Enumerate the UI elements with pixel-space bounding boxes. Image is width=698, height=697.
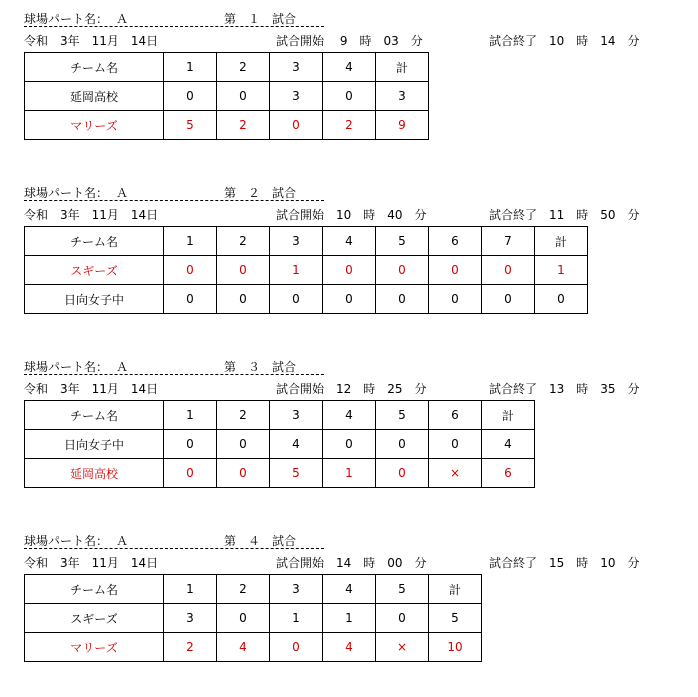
- score-table: [24, 226, 588, 314]
- game-date: 令和 3年 11月 14日: [24, 208, 159, 222]
- table-row: [25, 459, 535, 488]
- inning-score: 1: [270, 604, 323, 633]
- total-score: 10: [429, 633, 482, 662]
- team-name: 延岡高校: [25, 459, 164, 488]
- field-name: [24, 184, 128, 201]
- inning-score: 4: [270, 430, 323, 459]
- inning-score: 0: [429, 256, 482, 285]
- inning-score: 0: [482, 285, 535, 314]
- table-row: [25, 285, 588, 314]
- inning-score: 1: [323, 604, 376, 633]
- inning-score: 0: [376, 285, 429, 314]
- header-inning-3: 3: [270, 401, 323, 430]
- score-table: [24, 574, 482, 662]
- end-time: 試合終了 15 時 10 分: [489, 556, 640, 570]
- inning-score: 0: [376, 256, 429, 285]
- header-inning-6: 6: [429, 227, 482, 256]
- total-score: 9: [376, 111, 429, 140]
- start-time: 試合開始 12 時 25 分: [276, 382, 427, 396]
- team-name: スギーズ: [25, 256, 164, 285]
- inning-score: 2: [164, 633, 217, 662]
- header-inning-1: 1: [164, 401, 217, 430]
- game-block-4: [24, 530, 684, 662]
- inning-score: 2: [323, 111, 376, 140]
- header-inning-4: 4: [323, 575, 376, 604]
- header-inning-7: 7: [482, 227, 535, 256]
- field-value: Ａ: [116, 534, 129, 548]
- field-value: Ａ: [116, 12, 129, 26]
- inning-score: 4: [217, 633, 270, 662]
- game-info-line: [24, 549, 684, 571]
- team-name: マリーズ: [25, 111, 164, 140]
- table-header-row: [25, 575, 482, 604]
- header-inning-5: 5: [376, 575, 429, 604]
- table-row: [25, 430, 535, 459]
- inning-score: 0: [217, 459, 270, 488]
- header-inning-1: 1: [164, 227, 217, 256]
- game-number: 第 ２ 試合: [224, 186, 297, 200]
- inning-score: 1: [270, 256, 323, 285]
- field-value: Ａ: [116, 360, 129, 374]
- inning-score: 0: [376, 430, 429, 459]
- game-title-line: [24, 182, 324, 201]
- inning-score: 0: [164, 82, 217, 111]
- inning-score: 0: [164, 285, 217, 314]
- header-inning-3: 3: [270, 53, 323, 82]
- inning-score: 0: [323, 256, 376, 285]
- game-block-2: [24, 182, 684, 314]
- inning-score: 0: [323, 285, 376, 314]
- total-score: 1: [535, 256, 588, 285]
- game-number: 第 ４ 試合: [224, 534, 297, 548]
- game-date: 令和 3年 11月 14日: [24, 556, 159, 570]
- total-score: 3: [376, 82, 429, 111]
- end-time: 試合終了 10 時 14 分: [489, 34, 640, 48]
- inning-score: ×: [376, 633, 429, 662]
- inning-score: 3: [164, 604, 217, 633]
- inning-score: 0: [217, 82, 270, 111]
- start-time: 試合開始 10 時 40 分: [276, 208, 427, 222]
- inning-score: 0: [429, 285, 482, 314]
- field-label: 球場パート名：: [24, 360, 109, 374]
- inning-score: 0: [482, 256, 535, 285]
- inning-score: 0: [217, 430, 270, 459]
- start-time: 試合開始 14 時 00 分: [276, 556, 427, 570]
- team-name: 延岡高校: [25, 82, 164, 111]
- inning-score: 0: [376, 459, 429, 488]
- inning-score: 3: [270, 82, 323, 111]
- inning-score: 0: [376, 604, 429, 633]
- header-total: 計: [482, 401, 535, 430]
- header-total: 計: [429, 575, 482, 604]
- field-name: [24, 10, 128, 27]
- header-inning-2: 2: [217, 401, 270, 430]
- field-value: Ａ: [116, 186, 129, 200]
- table-header-row: [25, 227, 588, 256]
- game-title-line: [24, 530, 324, 549]
- game-date: 令和 3年 11月 14日: [24, 34, 159, 48]
- end-time: 試合終了 13 時 35 分: [489, 382, 640, 396]
- header-team: チーム名: [25, 227, 164, 256]
- table-row: [25, 256, 588, 285]
- inning-score: 1: [323, 459, 376, 488]
- field-label: 球場パート名：: [24, 186, 109, 200]
- total-score: 0: [535, 285, 588, 314]
- header-team: チーム名: [25, 53, 164, 82]
- game-title-line: [24, 356, 324, 375]
- table-header-row: [25, 53, 429, 82]
- header-inning-5: 5: [376, 227, 429, 256]
- start-time: 試合開始 9 時 03 分: [276, 34, 423, 48]
- table-header-row: [25, 401, 535, 430]
- table-row: [25, 633, 482, 662]
- header-inning-2: 2: [217, 227, 270, 256]
- team-name: 日向女子中: [25, 285, 164, 314]
- header-total: 計: [535, 227, 588, 256]
- game-info-line: [24, 375, 684, 397]
- header-inning-4: 4: [323, 227, 376, 256]
- inning-score: 0: [164, 430, 217, 459]
- header-inning-1: 1: [164, 575, 217, 604]
- inning-score: 2: [217, 111, 270, 140]
- inning-score: 0: [217, 256, 270, 285]
- field-label: 球場パート名：: [24, 534, 109, 548]
- inning-score: ×: [429, 459, 482, 488]
- header-inning-2: 2: [217, 53, 270, 82]
- inning-score: 0: [217, 604, 270, 633]
- header-inning-3: 3: [270, 575, 323, 604]
- table-row: [25, 82, 429, 111]
- total-score: 6: [482, 459, 535, 488]
- inning-score: 0: [429, 430, 482, 459]
- inning-score: 0: [323, 430, 376, 459]
- team-name: 日向女子中: [25, 430, 164, 459]
- field-name: [24, 532, 128, 549]
- total-score: 5: [429, 604, 482, 633]
- team-name: スギーズ: [25, 604, 164, 633]
- inning-score: 0: [164, 256, 217, 285]
- header-inning-2: 2: [217, 575, 270, 604]
- inning-score: 0: [270, 111, 323, 140]
- game-block-3: [24, 356, 684, 488]
- header-total: 計: [376, 53, 429, 82]
- header-team: チーム名: [25, 575, 164, 604]
- inning-score: 5: [164, 111, 217, 140]
- score-table: [24, 400, 535, 488]
- inning-score: 0: [217, 285, 270, 314]
- table-row: [25, 604, 482, 633]
- game-title-line: [24, 8, 324, 27]
- inning-score: 0: [323, 82, 376, 111]
- end-time: 試合終了 11 時 50 分: [489, 208, 640, 222]
- header-inning-5: 5: [376, 401, 429, 430]
- header-inning-4: 4: [323, 401, 376, 430]
- inning-score: 0: [270, 633, 323, 662]
- game-number: 第 １ 試合: [224, 12, 297, 26]
- game-info-line: [24, 27, 684, 49]
- header-inning-4: 4: [323, 53, 376, 82]
- game-date: 令和 3年 11月 14日: [24, 382, 159, 396]
- total-score: 4: [482, 430, 535, 459]
- game-info-line: [24, 201, 684, 223]
- field-label: 球場パート名：: [24, 12, 109, 26]
- inning-score: 0: [270, 285, 323, 314]
- inning-score: 0: [164, 459, 217, 488]
- header-inning-6: 6: [429, 401, 482, 430]
- game-block-1: [24, 8, 684, 140]
- score-table: [24, 52, 429, 140]
- inning-score: 5: [270, 459, 323, 488]
- game-number: 第 ３ 試合: [224, 360, 297, 374]
- inning-score: 4: [323, 633, 376, 662]
- table-row: [25, 111, 429, 140]
- header-inning-1: 1: [164, 53, 217, 82]
- header-team: チーム名: [25, 401, 164, 430]
- field-name: [24, 358, 128, 375]
- team-name: マリーズ: [25, 633, 164, 662]
- header-inning-3: 3: [270, 227, 323, 256]
